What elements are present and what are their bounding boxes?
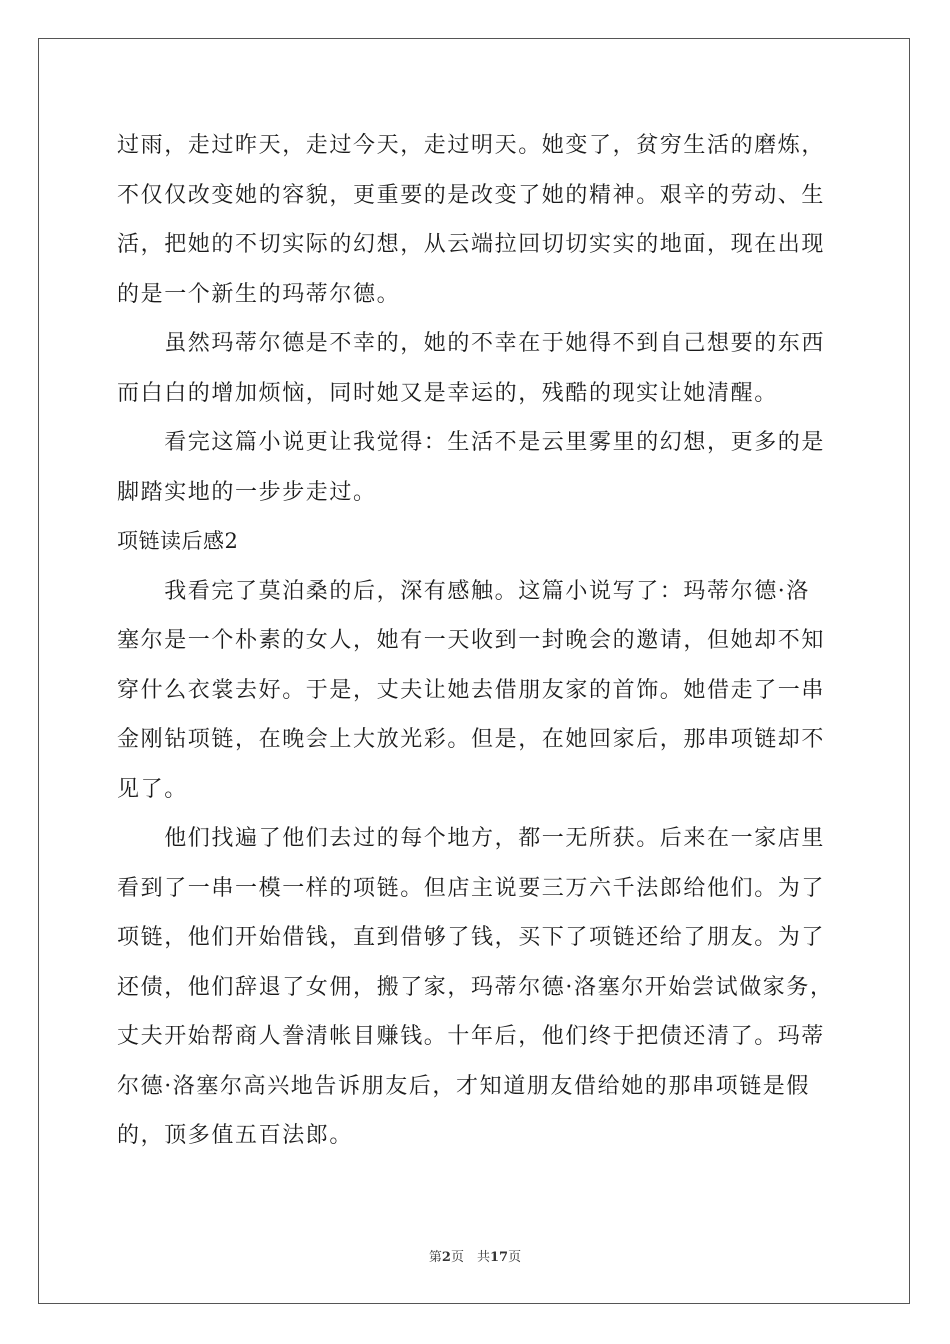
text-line: 脚踏实地的一步步走过。	[117, 479, 377, 505]
total-pages-number: 17	[489, 1250, 509, 1265]
text-line: 我看完了莫泊桑的后，深有感触。这篇小说写了：玛蒂尔德·洛	[117, 578, 810, 604]
text-line: 金刚钻项链，在晚会上大放光彩。但是，在她回家后，那串项链却不	[117, 727, 826, 752]
current-page-number: 2	[441, 1250, 451, 1265]
text-line: 的，顶多值五百法郎。	[117, 1123, 354, 1148]
text-line: 而白白的增加烦恼，同时她又是幸运的，残酷的现实让她清醒。	[117, 380, 778, 406]
text-line: 塞尔是一个朴素的女人，她有一天收到一封晚会的邀请，但她却不知	[117, 628, 826, 653]
document-body	[117, 121, 837, 1161]
text-line: 见了。	[117, 776, 188, 802]
text-line: 还债，他们辞退了女佣，搬了家，玛蒂尔德·洛塞尔开始尝试做家务，	[117, 974, 834, 1000]
text-line: 不仅仅改变她的容貌，更重要的是改变了她的精神。艰辛的劳动、生	[117, 182, 826, 208]
text-line: 活，把她的不切实际的幻想，从云端拉回切切实实的地面，现在出现	[117, 232, 826, 257]
text-line: 他们找遍了他们去过的每个地方，都一无所获。后来在一家店里	[117, 826, 826, 851]
text-line: 过雨，走过昨天，走过今天，走过明天。她变了，贫穷生活的磨炼，	[117, 133, 826, 158]
page-footer	[0, 1246, 950, 1265]
text-line: 看到了一串一模一样的项链。但店主说要三万六千法郎给他们。为了	[117, 875, 826, 901]
text-line: 的是一个新生的玛蒂尔德。	[117, 281, 401, 307]
text-line: 项链，他们开始借钱，直到借够了钱，买下了项链还给了朋友。为了	[117, 925, 826, 950]
footer-middle: 页 共	[450, 1250, 490, 1265]
footer-suffix: 页	[508, 1250, 522, 1265]
text-line: 尔德·洛塞尔高兴地告诉朋友后，才知道朋友借给她的那串项链是假	[117, 1073, 810, 1099]
footer-prefix: 第	[428, 1250, 442, 1265]
text-line: 看完这篇小说更让我觉得：生活不是云里雾里的幻想，更多的是	[117, 430, 826, 455]
text-line: 穿什么衣裳去好。于是，丈夫让她去借朋友家的首饰。她借走了一串	[117, 677, 826, 703]
section-heading: 项链读后感2	[117, 529, 239, 553]
text-line: 丈夫开始帮商人誊清帐目赚钱。十年后，他们终于把债还清了。玛蒂	[117, 1024, 826, 1049]
text-line: 虽然玛蒂尔德是不幸的，她的不幸在于她得不到自己想要的东西	[117, 331, 826, 356]
